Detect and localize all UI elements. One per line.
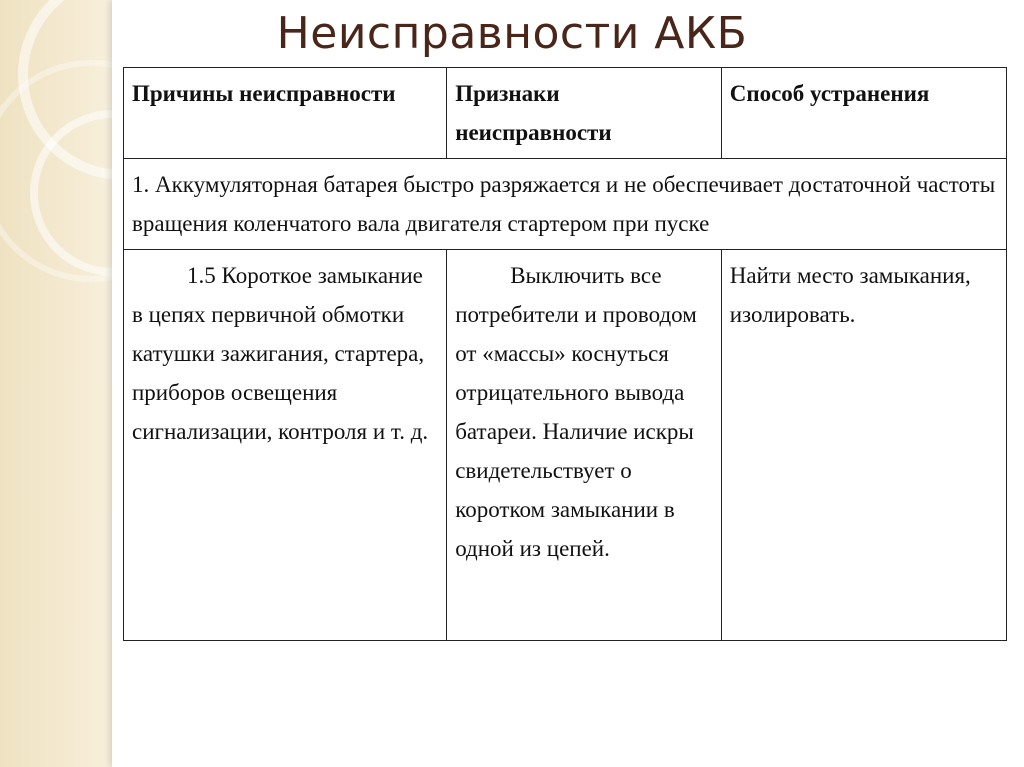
header-signs-label: Признаки неисправности [455, 81, 612, 145]
decorative-side-band [0, 0, 112, 767]
decorative-ring [0, 60, 112, 282]
sign-text: Выключить все потребители и проводом от «массы» коснуться отрицательного вывода батареи. Наличие искры свидетельствует о коротком замыкании в одной из цепей. [455, 263, 697, 561]
table-section-row [124, 159, 1007, 250]
header-causes [124, 68, 447, 159]
sign-cell [447, 250, 722, 641]
section-text: 1. Аккумуляторная батарея быстро разряжается и не обеспечивает достаточной частоты вращения коленчатого вала двигателя стартером при пуске [132, 172, 996, 236]
table-header-row [124, 68, 1007, 159]
header-remedy [721, 68, 1006, 159]
section-cell [124, 159, 1007, 250]
header-signs [447, 68, 722, 159]
faults-table [123, 67, 1007, 641]
cause-text: 1.5 Короткое замыкание в цепях первичной обмотки катушки зажигания, стартера, приборов освещения сигнализации, контроля и т. д. [132, 263, 429, 444]
header-causes-label: Причины неисправности [132, 81, 396, 106]
cause-cell [124, 250, 447, 641]
slide-title: Неисправности АКБ [276, 8, 748, 59]
header-remedy-label: Способ устранения [729, 81, 930, 106]
remedy-text: Найти место замыкания, изолировать. [729, 263, 971, 327]
remedy-cell [721, 250, 1006, 641]
table-row [124, 250, 1007, 641]
